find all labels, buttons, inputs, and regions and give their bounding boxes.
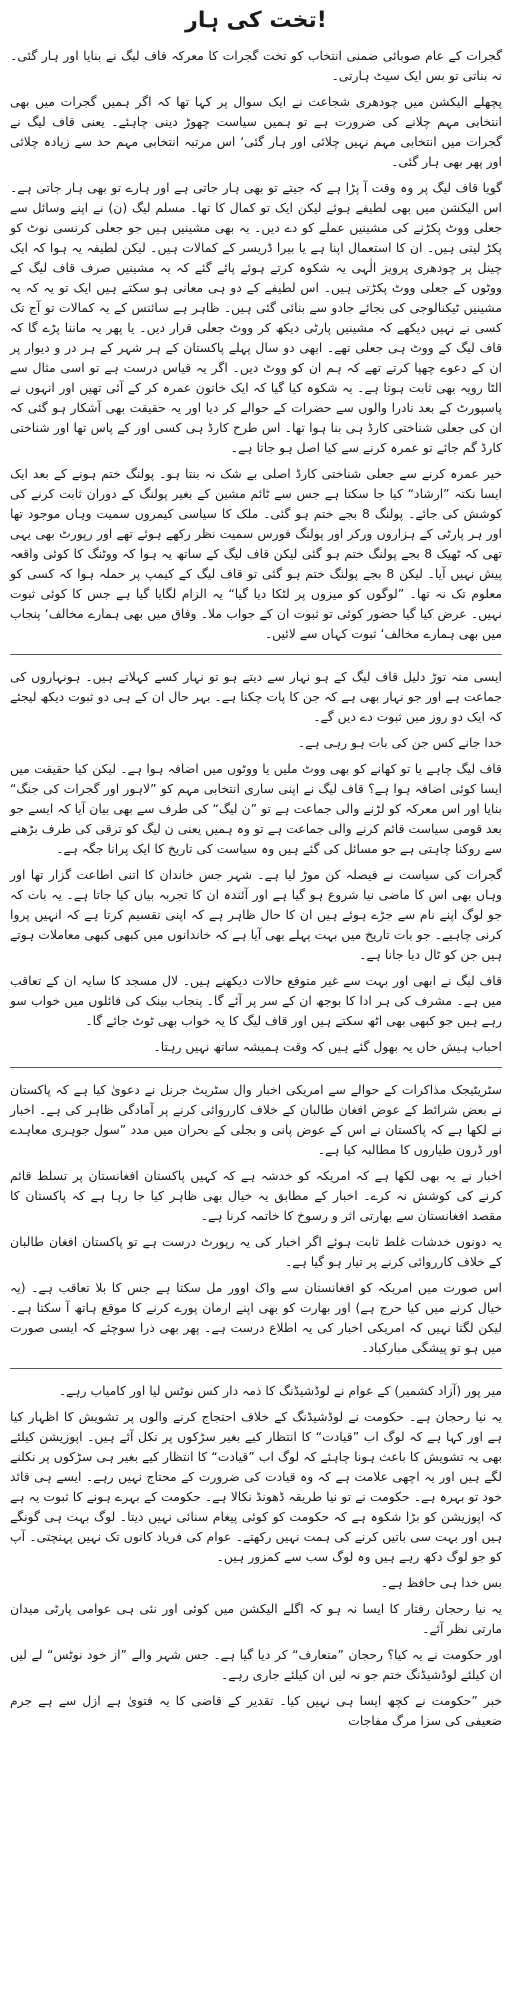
paragraph: یہ نیا رحجان ہے۔ حکومت نے لوڈشیڈنگ کے خلاف احتجاج کرنے والوں پر تشویش کا اظہار کیا ہے اور کہا ہے کہ لوگ اب ”قیادت“ کا انتظار کیے بغیر سڑکوں پر نکل آئے ہیں۔ اپوزیشن کیلئے بھی یہ تشویش کا باعث ہونا چاہئے کہ لوگ اب ”قیادت“ کا انتظار کیے بغیر ہی سڑکوں پر نکلنے لگے ہیں اور یہ اچھی علامت ہے کہ وہ قیادت کی ضرورت کے محتاج نہیں رہے۔ ایسے ہی قائد خود تو بہرہ ہے۔ حکومت نے تو نیا طریقہ ڈھونڈ نکالا ہے۔ حکومت کے بہرے ہونے کا ثبوت یہ ہے کہ اپوزیشن کو بڑا شکوہ ہے کہ حکومت کو کوئی پیغام سنائی نہیں دیتا۔ لوگ بہت ہی گونگے ہیں اور بہت سی باتیں کرنے کی ہمت نہیں رکھتے۔ عوام کی فریاد کانوں تک نہیں پہنچتی۔ آپ کو جو لوگ دکھ رہے ہیں وہ لوگ سب سے کمزور ہیں۔ <box>10 1409 502 1564</box>
paragraph: پچھلے الیکشن میں چودھری شجاعت نے ایک سوال پر کہا تھا کہ اگر ہمیں گجرات میں بھی انتخابی مہم چلانے کی ضرورت ہے تو ہمیں سیاست چھوڑ دینی چاہئے۔ یعنی قاف لیگ نے گجرات میں انتخابی مہم نہیں چلائی اور ہار گئی‘ اس مرتبہ انتخابی مہم حد سے زیادہ چلائی اور پھر بھی ہار گئی۔ <box>10 94 502 169</box>
paragraph: سٹریٹیجک مذاکرات کے حوالے سے امریکی اخبار وال سٹریٹ جرنل نے دعویٰ کیا ہے کہ پاکستان نے بعض شرائط کے عوض افغان طالبان کے خلاف کارروائی کرنے پر آمادگی ظاہر کی ہے۔ اخبار نے لکھا ہے کہ پاکستان نے اس کے عوض پانی و بجلی کے بحران میں مدد ”سول جوہری معاہدے اور ڈرون طیاروں کا مطالبہ کیا ہے۔ <box>10 1082 502 1157</box>
paragraph: میر پور (آزاد کشمیر) کے عوام نے لوڈشیڈنگ کا ذمہ دار کس نوٹس لیا اور کامیاب رہے۔ <box>58 1383 502 1398</box>
paragraph: یہ دونوں خدشات غلط ثابت ہوئے اگر اخبار کی یہ رپورٹ درست ہے تو پاکستان افغان طالبان کے خلاف کارروائی کرنے پر تیار ہو گیا ہے۔ <box>10 1234 502 1269</box>
column-section <box>10 46 502 644</box>
paragraph: خدا جانے کس جن کی بات ہو رہی ہے۔ <box>297 735 502 750</box>
column-body <box>10 46 502 1731</box>
paragraph: خیر عمرہ کرنے سے جعلی شناختی کارڈ اصلی بے شک نہ بنتا ہو۔ پولنگ ختم ہونے کے بعد ایک ایسا نکتہ ”ارشاد“ کیا جا سکتا ہے جس سے ٹائم مشین کے بغیر پولنگ کے دوران ثابت کرنے کی کوشش کی جائے۔ پولنگ 8 بجے ختم ہو گئی۔ ملک کا سیاسی کیمروں سمیت وہاں موجود تھا اور ہر پارٹی کے ہزاروں ورکر اور پولنگ فورس سمیت نظر رکھے ہوئے تھے اور رپورٹ بھی یہی تھی کہ ٹھیک 8 بجے پولنگ ختم ہو گئی لیکن قاف لیگ کے ساتھ یہ ہوا کہ ووٹنگ کا کوئی واقعہ پیش نہیں آیا۔ لیکن 8 بجے پولنگ ختم ہو گئی تو قاف لیگ کے کیمپ پر حملہ ہوا کہ کسی کو معلوم تک نہ تھا۔ ”لوگوں کو میزوں پر لٹکا دیا گیا“ یہ الزام لگایا گیا ہے جس کا کوئی ثبوت نہیں۔ عرض کیا گیا حضور کوئی تو ثبوت ان کے جواب ملا۔ وفاق میں بھی ہمارے مخالف‘ پنجاب میں بھی ہمارے مخالف‘ ثبوت کہاں سے لائیں۔ <box>10 466 502 641</box>
paragraph: اخبار نے یہ بھی لکھا ہے کہ امریکہ کو خدشہ ہے کہ کہیں پاکستان افغانستان پر تسلط قائم کرنے کی کوشش نہ کرے۔ اخبار کے مطابق یہ خیال بھی ظاہر کیا جا رہا ہے کہ پاکستان کا مقصد افغانستان سے بھارتی اثر و رسوخ کا خاتمہ کرنا ہے۔ <box>10 1168 502 1223</box>
paragraph: قاف لیگ چاہے یا تو کھانے کو بھی ووٹ ملیں یا ووٹوں میں اضافہ ہوا ہے۔ لیکن کیا حقیقت میں ایسا کوئی اضافہ ہوا ہے؟ قاف لیگ نے اپنی ساری انتخابی مہم کو ”لاہور اور گجرات کی جنگ“ بنایا اور اس معرکہ کو لڑنے والی جماعت ہے تو ”ن لیگ“ کی طرف سے بھی بیان آیا کہ ایسے جو بعد قومی سیاست قائم کرنے والی جماعت ہے تو وہ ہمیں یعنی ن لیگ کو ترقی کی طرف بڑھنے سے روکنا چاہتی ہے جو مسائل کی گئے ہیں وہ سیاست کی تاریخ کا ایک پرانا جگہ ہے۔ <box>10 761 502 856</box>
paragraph: گجرات کی سیاست نے فیصلہ کن موڑ لیا ہے۔ شہر جس خاندان کا اتنی اطاعت گزار تھا اور وہاں بھی اس کا ماضی نیا شروع ہو گیا ہے اور آئندہ ان کا تجربہ بیاں کیا جاتا ہے۔ یہ بات کہ جو لوگ اپنے نام سے جڑے ہوئے ہیں ان کا حال ظاہر ہے کہ اپنی تقسیم کرتا ہے کہ انہیں پروا کرنی چاہیے۔ جو بات تاریخ میں بہت پہلے بھی آیا ہے کہ خاندانوں میں کبھی کبھی معاملات ہوتے ہیں جن کو ٹال دیا جانا ہے۔ <box>9 867 502 962</box>
paragraph: اور حکومت نے یہ کیا؟ رحجان ”متعارف“ کر دیا گیا ہے۔ جس شہر والے ”از خود نوٹس“ لے لیں ان کیلئے لوڈشیڈنگ ختم جو نہ لیں ان کیلئے جاری رہے۔ <box>10 1647 502 1682</box>
section-divider <box>10 1368 502 1369</box>
section-divider <box>10 1067 502 1068</box>
paragraph: احباب ہیش خاں یہ بھول گئے ہیں کہ وقت ہمیشہ ساتھ نہیں رہتا۔ <box>153 1039 502 1054</box>
paragraph: گجرات کے عام صوبائی ضمنی انتخاب کو تخت گجرات کا معرکہ قاف لیگ نے بنایا اور ہار گئی۔ نہ بناتی تو بس ایک سیٹ ہارتی۔ <box>10 48 502 83</box>
paragraph: یہ نیا رحجان رفتار کا ایسا نہ ہو کہ اگلے الیکشن میں کوئی اور نئی ہی عوامی پارٹی میدان مارتی نظر آئے۔ <box>10 1601 502 1636</box>
section-divider <box>10 654 502 655</box>
column-section <box>10 1381 502 1731</box>
paragraph: گویا قاف لیگ پر وہ وقت آ پڑا ہے کہ جیتے تو بھی ہار جاتی ہے اور ہارے تو بھی ہار جاتی ہے۔ اس الیکشن میں بھی لطیفے ہوئے لیکن ایک تو کمال کا تھا۔ مسلم لیگ (ن) نے اپنے وسائل سے جعلی ووٹ پکڑنے کی مشینیں عملے کو دے دیں۔ یہ بھی مشینیں ہیں جو جعلی کرنسی نوٹ کو پکڑ لیتی ہیں۔ ان کا استعمال اپنا ہے یا بیرا ڈریسر کے کمالات ہیں۔ لیکن لطیفہ یہ ہوا کہ ایک چینل پر چودھری پرویز الٰہی یہ شکوہ کرتے ہوئے پائے گئے کہ یہ مشینیں صرف قاف لیگ کے ووٹوں کے جعلی ووٹ پکڑتی ہیں۔ اس لطیفے کے دو ہی معانی ہو سکتے ہیں ایک تو یہ کہ یہ مشینیں ٹیکنالوجی کی بجائے جادو سے بنائی گئی ہیں۔ ظاہر ہے سائنس کے یہ کمالات تو آج تک کسی نے نہیں دیکھے کہ مشینیں پارٹی دیکھ کر ووٹ جعلی قرار دیں۔ یا پھر یہ ماننا پڑے گا کہ قاف لیگ کے ووٹ ہی جعلی تھے۔ ابھی دو سال پہلے پاکستان کے ہر شہر کے ہر در و دیوار پر ان کے دعوے چھپا کرتے تھے کہ ہم ان کو ووٹ دیں۔ اگر یہ قیاس درست ہے تو اسی مثال سے الٹا رویہ بھی ثابت ہوتا ہے۔ یہ شکوہ کیا گیا کہ ایک خاتون عمرہ کر کے آئی تھیں اور انہوں نے پاسپورٹ کے بعد نادرا والوں سے حضرات کے حوالے کر دیا اور یہ حقیقت بھی آشکار ہو گئی کہ ان کی جعلی شناختی کارڈ ہی بنا ہوا تھا۔ اس طرح کارڈ ہی کسی اور کے پاس تھا اور شناختی کارڈ گم جائے تو عمرہ کرنے سے کیا اصل ہو جاتا ہے۔ <box>10 180 502 455</box>
paragraph: ایسی منہ توڑ دلیل قاف لیگ کے ہو نہار سے دیتے ہو تو نہار کسے کہلاتے ہیں۔ ہونہاروں کی جماعت ہے اور جو نہار بھی ہے کہ جن کا پات چکنا ہے۔ بہر حال ان کے ہی دو ثبوت دیکھ لیجئے کہ ایک دو روز میں ثبوت دے دیں گے۔ <box>10 669 502 724</box>
column-section <box>10 667 502 1057</box>
paragraph: بس خدا ہی حافظ ہے۔ <box>380 1575 502 1590</box>
column-section <box>10 1080 502 1358</box>
paragraph: قاف لیگ نے ابھی اور بہت سے غیر متوقع حالات دیکھنے ہیں۔ لال مسجد کا سایہ ان کے تعاقب میں ہے۔ مشرف کی ہر ادا کا بوجھ ان کے سر پر آئے گا۔ پنجاب بینک کی فائلوں میں خواب سو رہے ہیں جو کبھی بھی اٹھ سکتے ہیں اور قاف لیگ کا یہ خواب بھی ٹوٹ جائے گا۔ <box>10 973 502 1028</box>
paragraph: خبر ”حکومت نے کچھ ایسا ہی نہیں کیا۔ تقدیر کے قاضی کا یہ فتویٰ ہے ازل سے ہے جرم ضعیفی کی سزا مرگ مفاجات <box>10 1693 502 1728</box>
paragraph: اس صورت میں امریکہ کو افغانستان سے واک اوور مل سکتا ہے جس کا بلا تعاقب ہے۔ (یہ خیال کرنے میں کیا حرج ہے) اور بھارت کو بھی اپنے ارمان پورے کرنے کا موقع ہاتھ آ سکتا ہے۔ لیکن لگتا نہیں کہ امریکی اخبار کی یہ اطلاع درست ہے۔ پھر بھی ذرا سوچئے کہ ایسی صورت میں ہو تو پیشگی مبارکباد۔ <box>10 1280 502 1355</box>
column-title: تخت کی ہار! <box>185 8 327 33</box>
